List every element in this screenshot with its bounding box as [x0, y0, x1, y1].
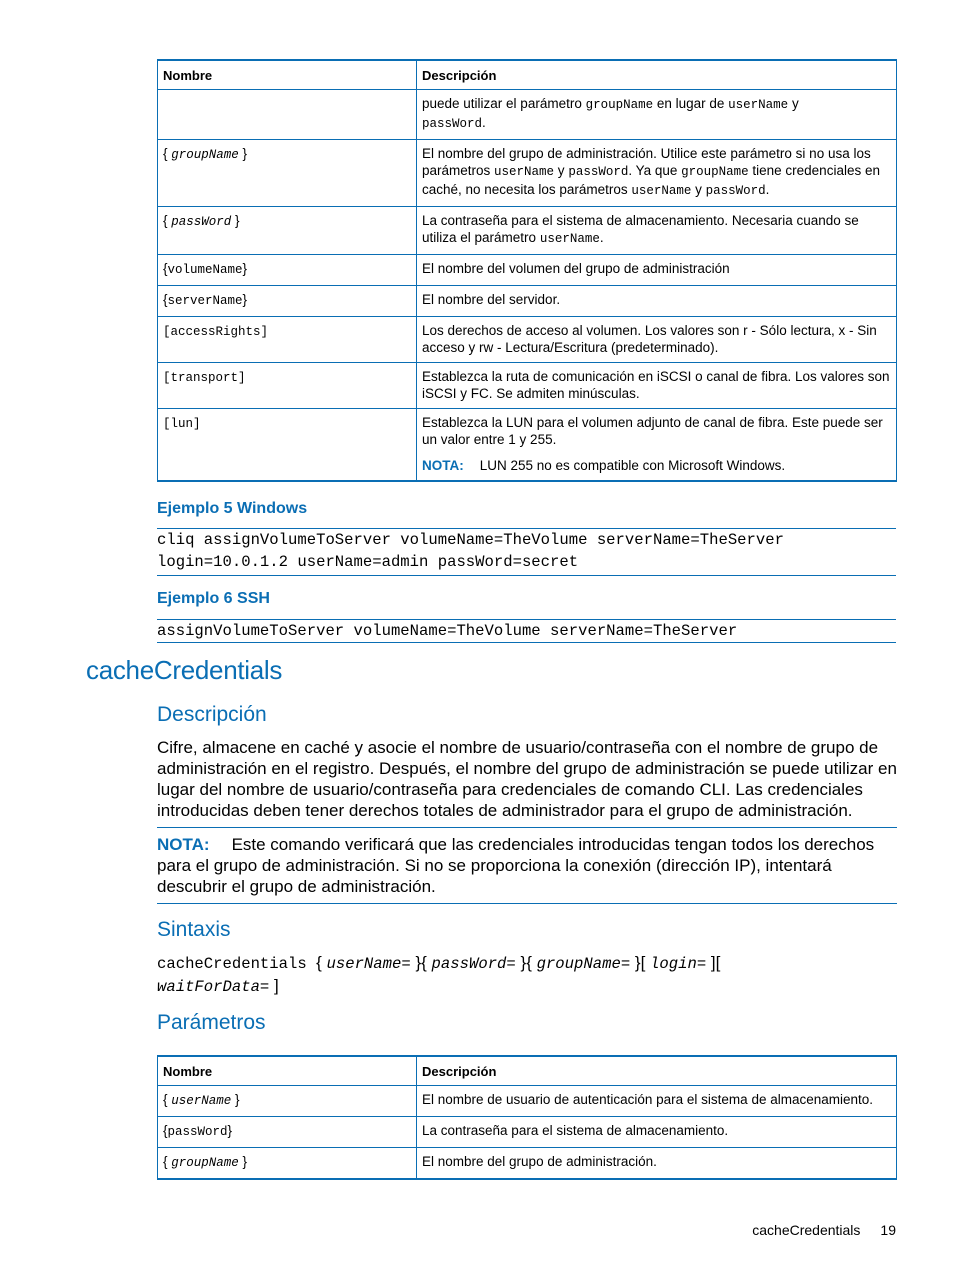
param-name: passWord: [167, 1125, 228, 1139]
param-name: [transport]: [163, 371, 246, 385]
param-description-cell: Establezca la ruta de comunicación en iSCSI o canal de fibra. Los valores son iSCSI y FC. Se admiten minúsculas.: [417, 363, 897, 409]
syntax-heading: Sintaxis: [157, 918, 231, 941]
param-description-cell: [417, 90, 897, 140]
text: y: [554, 163, 569, 178]
table-row: [158, 90, 897, 140]
param-name: [lun]: [163, 417, 201, 431]
column-header-name: Nombre: [158, 1056, 417, 1086]
brace: ]: [706, 953, 716, 972]
note: [422, 457, 891, 474]
footer-label: cacheCredentials: [752, 1222, 861, 1238]
param-name-cell: [158, 1117, 417, 1148]
param-name-cell: [158, 409, 417, 482]
brace: }: [242, 292, 248, 307]
brace: }: [231, 213, 240, 228]
param-description-cell: El nombre del grupo de administración.: [417, 1148, 897, 1180]
brace: [: [715, 953, 721, 972]
text: .: [482, 115, 486, 130]
param-name-cell: [158, 255, 417, 286]
text: y: [788, 96, 799, 111]
example-6-code: [157, 619, 896, 643]
param-name-cell: [158, 90, 417, 140]
param-description-cell: El nombre del volumen del grupo de administración: [417, 255, 897, 286]
text: .: [765, 182, 770, 197]
param-description-cell: El nombre del servidor.: [417, 286, 897, 317]
command: cacheCredentials: [157, 955, 317, 973]
brace: }: [242, 261, 248, 276]
table-row: [158, 1117, 897, 1148]
parameters-table-continued: [157, 59, 897, 482]
table-row: [158, 1086, 897, 1117]
page-number: 19: [880, 1222, 896, 1238]
description-text: Cifre, almacene en caché y asocie el nombre de usuario/contraseña con el nombre de grupo de administración en el registro. Después, el nombre del grupo de administración se puede utilizar en lugar del nombre de usuario/contraseña para credenciales de comando CLI. Las credenciales introducidas deben tener derechos totales de administrador para el grupo de administración.: [157, 738, 897, 820]
code: userName: [539, 232, 600, 246]
syntax-line: [157, 952, 897, 998]
note-label: NOTA:: [157, 835, 210, 854]
description-text: Establezca la LUN para el volumen adjunto de canal de fibra. Este puede ser un valor entre 1 y 255.: [422, 415, 883, 447]
text: puede utilizar el parámetro: [422, 96, 586, 111]
param-name-cell: [158, 1148, 417, 1180]
page-footer: [752, 1222, 896, 1238]
param-name-cell: [158, 140, 417, 207]
param-name-cell: [158, 363, 417, 409]
code-line: login=10.0.1.2 userName=admin passWord=secret: [157, 553, 579, 571]
code: groupName: [585, 98, 654, 112]
table-row: [158, 207, 897, 255]
brace: }: [231, 1092, 240, 1107]
code: groupName: [681, 165, 749, 179]
table-row: [158, 286, 897, 317]
brace: {: [163, 1092, 172, 1107]
code: userName: [631, 184, 692, 198]
param-name-cell: [158, 286, 417, 317]
syntax-param: waitForData=: [157, 978, 270, 996]
table-header-row: [158, 60, 897, 90]
parameters-table: [157, 1055, 897, 1180]
brace: {: [163, 213, 172, 228]
code: passWord: [705, 184, 766, 198]
param-description-cell: Los derechos de acceso al volumen. Los valores son r - Sólo lectura, x - Sin acceso y rw - Lectura/Escritura (predeterminado).: [417, 317, 897, 363]
param-name-cell: [158, 207, 417, 255]
table-row: [158, 409, 897, 482]
description-heading: Descripción: [157, 703, 267, 726]
syntax-param: groupName=: [536, 955, 631, 973]
column-header-description: Descripción: [417, 60, 897, 90]
code: userName: [494, 165, 555, 179]
text: tiene credenciales en caché, no necesita los parámetros: [422, 163, 880, 197]
brace: }: [227, 1123, 233, 1138]
text: y: [691, 182, 706, 197]
code-line: cliq assignVolumeToServer volumeName=TheVolume serverName=TheServer: [157, 531, 784, 549]
text: . Ya que: [628, 163, 682, 178]
brace: {: [163, 146, 172, 161]
param-name: serverName: [167, 294, 243, 308]
brace: {: [163, 1123, 168, 1138]
text: La contraseña para el sistema de almacenamiento. Necesaria cuando se utiliza el parámetro: [422, 213, 859, 245]
param-name: volumeName: [167, 263, 243, 277]
code: userName: [728, 98, 789, 112]
brace: [: [640, 953, 651, 972]
brace: ]: [269, 976, 279, 995]
example-6-title: Ejemplo 6 SSH: [157, 590, 270, 607]
param-description-cell: [417, 409, 897, 482]
param-description-cell: [417, 207, 897, 255]
table-row: [158, 140, 897, 207]
brace: }: [410, 953, 422, 972]
brace: {: [163, 1154, 172, 1169]
param-description-cell: [417, 140, 897, 207]
brace: {: [163, 261, 168, 276]
syntax-param: login=: [650, 955, 707, 973]
note-text: LUN 255 no es compatible con Microsoft Windows.: [479, 458, 786, 473]
table-row: [158, 255, 897, 286]
note: [157, 827, 897, 904]
table-row: [158, 1148, 897, 1180]
brace: }: [515, 953, 527, 972]
column-header-name: Nombre: [158, 60, 417, 90]
brace: }: [238, 1154, 248, 1169]
table-row: [158, 317, 897, 363]
param-description-cell: La contraseña para el sistema de almacenamiento.: [417, 1117, 897, 1148]
param-name-cell: [158, 1086, 417, 1117]
example-5-code: [157, 528, 896, 576]
code: passWord: [422, 117, 483, 131]
note-label: NOTA:: [422, 458, 464, 473]
example-5-title: Ejemplo 5 Windows: [157, 500, 308, 517]
param-name-cell: [158, 317, 417, 363]
parameters-heading: Parámetros: [157, 1011, 266, 1034]
brace: }: [630, 953, 641, 972]
param-name: userName: [171, 1094, 232, 1108]
text: .: [599, 230, 604, 245]
brace: {: [421, 953, 432, 972]
brace: {: [526, 953, 537, 972]
note-text: Este comando verificará que las credenciales introducidas tengan todos los derechos para el grupo de administración. Si no se proporciona la conexión (dirección IP), intentará descubrir el grupo de administración.: [157, 835, 875, 896]
param-name: groupName: [171, 148, 239, 162]
param-name: groupName: [171, 1156, 239, 1170]
text: en lugar de: [653, 96, 729, 111]
text: El nombre del grupo de administración. Utilice este parámetro si no usa los parámetros: [422, 146, 871, 178]
param-name: [accessRights]: [163, 325, 269, 339]
syntax-param: userName=: [326, 955, 411, 973]
table-header-row: [158, 1056, 897, 1086]
column-header-description: Descripción: [417, 1056, 897, 1086]
param-description-cell: El nombre de usuario de autenticación para el sistema de almacenamiento.: [417, 1086, 897, 1117]
brace: {: [163, 292, 168, 307]
section-title: cacheCredentials: [86, 655, 283, 685]
syntax-param: passWord=: [431, 955, 516, 973]
table-row: [158, 363, 897, 409]
code-line: assignVolumeToServer volumeName=TheVolume serverName=TheServer: [157, 622, 738, 640]
brace: }: [238, 146, 248, 161]
code: passWord: [568, 165, 629, 179]
brace: {: [316, 953, 327, 972]
param-name: passWord: [171, 215, 232, 229]
